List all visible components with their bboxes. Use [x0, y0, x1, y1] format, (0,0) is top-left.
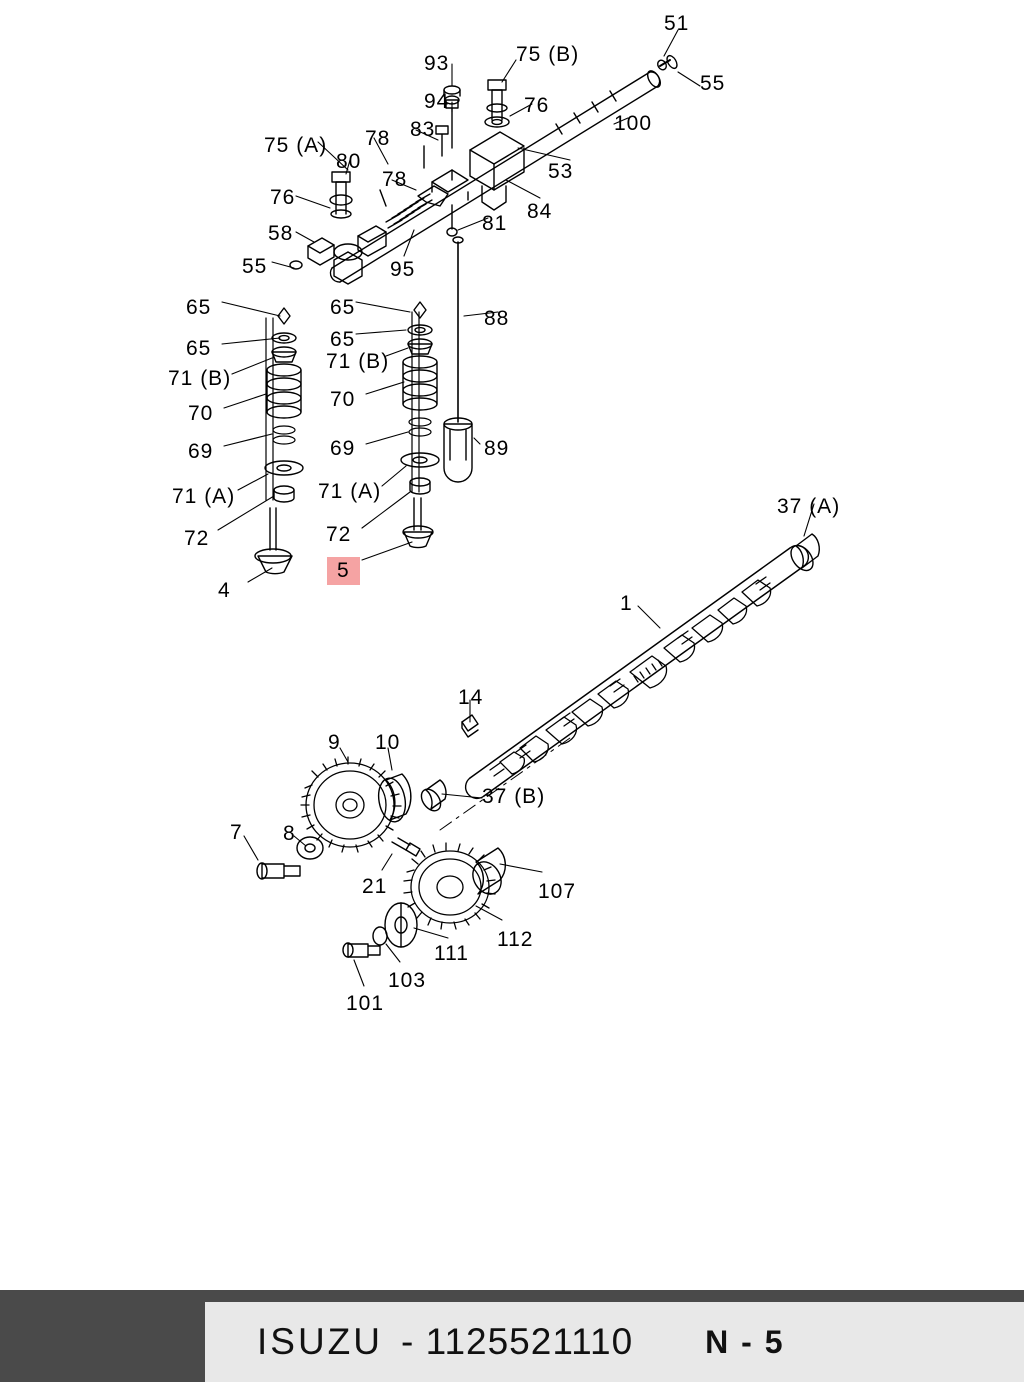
callout-10: 10: [375, 731, 401, 754]
callout-53: 53: [548, 160, 574, 183]
callout-9: 9: [328, 731, 341, 754]
footer-panel: [205, 1302, 1024, 1382]
callout-7: 7: [230, 821, 243, 844]
callout-55-right: 55: [700, 72, 726, 95]
callout-78-top: 78: [365, 127, 391, 150]
callout-75b: 75 (B): [516, 43, 580, 66]
callout-69-mid: 69: [330, 437, 356, 460]
callout-4: 4: [218, 579, 231, 602]
callout-58: 58: [268, 222, 294, 245]
callout-5-highlighted: 5: [327, 557, 360, 585]
callout-89: 89: [484, 437, 510, 460]
callout-70-mid: 70: [330, 388, 356, 411]
callout-21: 21: [362, 875, 388, 898]
callout-65-b: 65: [186, 337, 212, 360]
callout-1: 1: [620, 592, 633, 615]
callout-76-top: 76: [524, 94, 550, 117]
callout-80: 80: [336, 150, 362, 173]
page-code-label: N - 5: [705, 1323, 785, 1360]
callout-72-left: 72: [184, 527, 210, 550]
callout-70-left: 70: [188, 402, 214, 425]
callout-37b: 37 (B): [482, 785, 546, 808]
callout-65-d: 65: [330, 328, 356, 351]
callout-8: 8: [283, 822, 296, 845]
callout-75a: 75 (A): [264, 134, 328, 157]
callout-81: 81: [482, 212, 508, 235]
callout-72-mid: 72: [326, 523, 352, 546]
callout-84: 84: [527, 200, 553, 223]
part-number-separator: -: [401, 1321, 415, 1362]
callout-83: 83: [410, 118, 436, 141]
callout-71b-mid: 71 (B): [326, 350, 390, 373]
callout-103: 103: [388, 969, 427, 992]
callout-51: 51: [664, 12, 690, 35]
callout-107: 107: [538, 880, 577, 903]
callout-78-lower: 78: [382, 168, 408, 191]
callout-71b-left: 71 (B): [168, 367, 232, 390]
callout-95: 95: [390, 258, 416, 281]
callout-37a: 37 (A): [777, 495, 841, 518]
callout-112: 112: [497, 928, 534, 951]
brand-label: ISUZU: [257, 1321, 383, 1362]
callout-14: 14: [458, 686, 484, 709]
callout-100: 100: [614, 112, 653, 135]
callout-69-left: 69: [188, 440, 214, 463]
callout-94: 94: [424, 90, 450, 113]
callout-65-c: 65: [330, 296, 356, 319]
callout-71a-left: 71 (A): [172, 485, 236, 508]
part-number-value: 1125521110: [425, 1321, 634, 1362]
part-number-label: [401, 1321, 633, 1363]
callout-76-left: 76: [270, 186, 296, 209]
callout-88: 88: [484, 307, 510, 330]
callout-101: 101: [346, 992, 385, 1015]
callout-55-left: 55: [242, 255, 268, 278]
callout-65-a: 65: [186, 296, 212, 319]
callout-111: 111: [434, 942, 469, 965]
callout-71a-mid: 71 (A): [318, 480, 382, 503]
callout-93: 93: [424, 52, 450, 75]
